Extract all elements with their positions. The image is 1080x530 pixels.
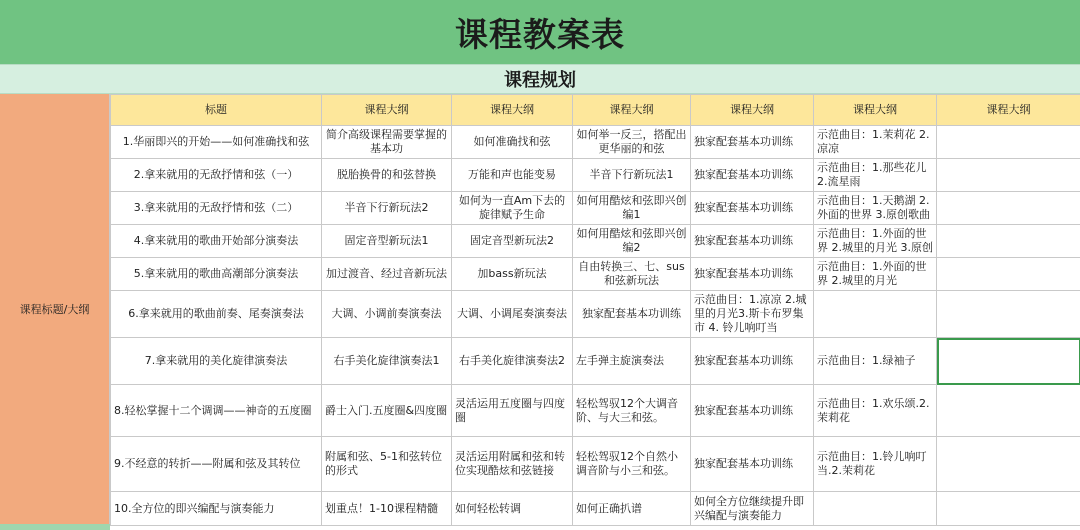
table-cell[interactable]: 独家配套基本功训练 (691, 385, 814, 437)
table-cell[interactable]: 右手美化旋律演奏法2 (452, 338, 573, 385)
table-cell[interactable]: 如何用酷炫和弦即兴创编1 (573, 192, 691, 225)
table-cell[interactable]: 右手美化旋律演奏法1 (322, 338, 452, 385)
table-cell[interactable] (814, 492, 937, 526)
table-cell[interactable]: 脱胎换骨的和弦替换 (322, 159, 452, 192)
table-cell[interactable] (814, 291, 937, 338)
cell-title[interactable]: 1.华丽即兴的开始——如何准确找和弦 (111, 126, 322, 159)
table-cell[interactable]: 示范曲目：1.那些花儿 2.流星雨 (814, 159, 937, 192)
row-group-label[interactable]: 课程标题/大纲 (0, 94, 110, 524)
table-cell[interactable]: 示范曲目：1.外面的世界 2.城里的月光 3.原创 (814, 225, 937, 258)
table-cell[interactable] (937, 291, 1080, 338)
table-cell[interactable]: 固定音型新玩法2 (452, 225, 573, 258)
table-cell[interactable]: 独家配套基本功训练 (691, 159, 814, 192)
table-cell[interactable]: 轻松驾驭12个大调音阶、与大三和弦。 (573, 385, 691, 437)
section-title: 课程规划 (0, 64, 1080, 94)
table-cell[interactable] (937, 225, 1080, 258)
header-outline[interactable]: 课程大纲 (691, 95, 814, 126)
header-outline[interactable]: 课程大纲 (937, 95, 1080, 126)
table-cell[interactable]: 如何举一反三，搭配出更华丽的和弦 (573, 126, 691, 159)
table-cell[interactable]: 独家配套基本功训练 (691, 338, 814, 385)
header-outline[interactable]: 课程大纲 (814, 95, 937, 126)
cell-title[interactable]: 8.轻松掌握十二个调调——神奇的五度圈 (111, 385, 322, 437)
table-row (111, 126, 1080, 159)
table-cell[interactable]: 示范曲目：1.凉凉 2.城里的月光3.斯卡布罗集市 4. 铃儿响叮当 (691, 291, 814, 338)
table-cell[interactable]: 大调、小调前奏演奏法 (322, 291, 452, 338)
table-cell[interactable]: 如何轻松转调 (452, 492, 573, 526)
cell-title[interactable]: 4.拿来就用的歌曲开始部分演奏法 (111, 225, 322, 258)
table-row (111, 225, 1080, 258)
table-cell[interactable]: 独家配套基本功训练 (691, 225, 814, 258)
table-cell[interactable]: 独家配套基本功训练 (691, 192, 814, 225)
table-cell[interactable] (937, 159, 1080, 192)
cell-title[interactable]: 6.拿来就用的歌曲前奏、尾奏演奏法 (111, 291, 322, 338)
table-cell[interactable]: 示范曲目：1.外面的世界 2.城里的月光 (814, 258, 937, 291)
table-row (111, 291, 1080, 338)
table-cell[interactable]: 示范曲目：1.茉莉花 2.凉凉 (814, 126, 937, 159)
table-cell[interactable]: 加bass新玩法 (452, 258, 573, 291)
table-cell[interactable]: 示范曲目：1.铃儿响叮当.2.茉莉花 (814, 437, 937, 492)
table-row (111, 258, 1080, 291)
table-row (111, 192, 1080, 225)
table-cell[interactable]: 半音下行新玩法1 (573, 159, 691, 192)
cell-title[interactable]: 10.全方位的即兴编配与演奏能力 (111, 492, 322, 526)
header-outline[interactable]: 课程大纲 (452, 95, 573, 126)
table-cell[interactable]: 附属和弦、5-1和弦转位的形式 (322, 437, 452, 492)
table-row (111, 159, 1080, 192)
table-row (111, 492, 1080, 526)
table-cell[interactable]: 如何用酷炫和弦即兴创编2 (573, 225, 691, 258)
header-outline[interactable]: 课程大纲 (322, 95, 452, 126)
page-title: 课程教案表 (0, 0, 1080, 64)
table-cell[interactable]: 自由转换三、七、sus和弦新玩法 (573, 258, 691, 291)
table-cell[interactable]: 如何为一直Am下去的旋律赋予生命 (452, 192, 573, 225)
table-cell[interactable] (937, 385, 1080, 437)
table-cell[interactable]: 灵活运用附属和弦和转位实现酷炫和弦链接 (452, 437, 573, 492)
table-cell[interactable]: 示范曲目：1.欢乐颂.2.茉莉花 (814, 385, 937, 437)
table-cell[interactable]: 万能和声也能变易 (452, 159, 573, 192)
table-cell[interactable] (937, 126, 1080, 159)
cell-title[interactable]: 9.不经意的转折——附属和弦及其转位 (111, 437, 322, 492)
header-outline[interactable]: 课程大纲 (573, 95, 691, 126)
lesson-plan-table (110, 94, 1080, 526)
header-row (111, 95, 1080, 126)
table-cell[interactable]: 固定音型新玩法1 (322, 225, 452, 258)
table-cell[interactable]: 独家配套基本功训练 (573, 291, 691, 338)
table-cell[interactable]: 半音下行新玩法2 (322, 192, 452, 225)
table-cell[interactable] (937, 258, 1080, 291)
table-row (111, 385, 1080, 437)
table-cell[interactable]: 划重点！1-10课程精髓 (322, 492, 452, 526)
table-cell[interactable]: 如何全方位继续提升即兴编配与演奏能力 (691, 492, 814, 526)
table-cell[interactable]: 简介高级课程需要掌握的基本功 (322, 126, 452, 159)
table-cell[interactable]: 如何正确扒谱 (573, 492, 691, 526)
table-cell[interactable] (937, 437, 1080, 492)
table-row (111, 338, 1080, 385)
selected-cell[interactable] (937, 338, 1080, 385)
table-cell[interactable]: 示范曲目：1.天鹅湖 2.外面的世界 3.原创歌曲 (814, 192, 937, 225)
cell-title[interactable]: 3.拿来就用的无敌抒情和弦（二） (111, 192, 322, 225)
table-cell[interactable]: 示范曲目：1.绿袖子 (814, 338, 937, 385)
cell-title[interactable]: 2.拿来就用的无敌抒情和弦（一） (111, 159, 322, 192)
table-row (111, 437, 1080, 492)
table-cell[interactable]: 灵活运用五度圈与四度圈 (452, 385, 573, 437)
cell-title[interactable]: 5.拿来就用的歌曲高潮部分演奏法 (111, 258, 322, 291)
table-cell[interactable]: 独家配套基本功训练 (691, 258, 814, 291)
table-cell[interactable] (937, 492, 1080, 526)
table-cell[interactable]: 如何准确找和弦 (452, 126, 573, 159)
header-title[interactable]: 标题 (111, 95, 322, 126)
table-cell[interactable]: 独家配套基本功训练 (691, 126, 814, 159)
table-cell[interactable] (937, 192, 1080, 225)
table-cell[interactable]: 大调、小调尾奏演奏法 (452, 291, 573, 338)
cell-title[interactable]: 7.拿来就用的美化旋律演奏法 (111, 338, 322, 385)
table-cell[interactable]: 独家配套基本功训练 (691, 437, 814, 492)
table-cell[interactable]: 轻松驾驭12个自然小调音阶与小三和弦。 (573, 437, 691, 492)
table-cell[interactable]: 加过渡音、经过音新玩法 (322, 258, 452, 291)
table-cell[interactable]: 爵士入门.五度圈&四度圈 (322, 385, 452, 437)
table-cell[interactable]: 左手弹主旋演奏法 (573, 338, 691, 385)
